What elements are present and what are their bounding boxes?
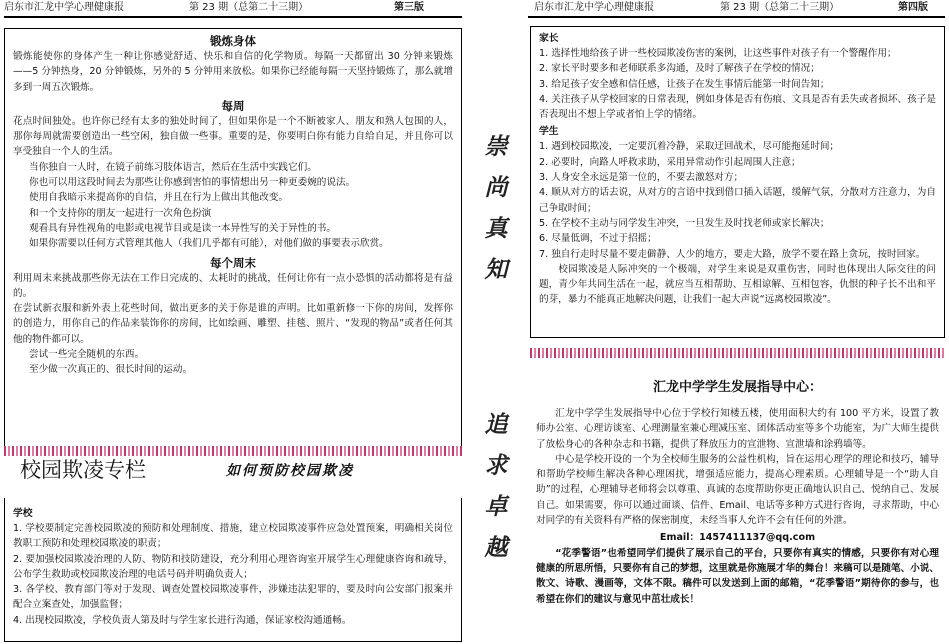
list-item: 4. 出现校园欺凌，学校负责人第及时与学生家长进行沟通，保证家校沟通通畅。: [13, 614, 352, 626]
slogan-char: 知: [484, 256, 508, 283]
issue-number: 第 23 期（总第二十三期）: [189, 2, 309, 13]
header-right: [528, 0, 945, 17]
header-rule-right: [528, 16, 945, 18]
school-box: [4, 498, 462, 642]
list-item: 3. 给足孩子安全感和信任感，让孩子在发生事情后能第一时间告知；: [539, 78, 830, 90]
list-item: 4. 顺从对方的话去说，从对方的言语中找到借口插入话题，缓解气氛，分散对方注意力，为自己争取时间；: [539, 187, 936, 214]
list-item: 3. 人身安全永远是第一位的，不要去激怒对方；: [539, 172, 744, 184]
center-title: 汇龙中学学生发展指导中心：: [652, 380, 822, 395]
list-item: 1. 学校要制定完善校园欺凌的预防和处理制度、措施，建立校园欺凌事件应急处置预案，明确相关岗位教职工预防和处理校园欺凌的职责；: [13, 523, 453, 550]
list-item: 7. 独自行走时尽量不要走僻静、人少的地方，要走大路，放学不要在路上贪玩，按时回家。: [539, 248, 926, 260]
edition-label: 第四版: [898, 2, 928, 13]
edition-label: 第三版: [394, 2, 424, 13]
paragraph: 在尝试新衣服和新外表上花些时间，做出更多的关于你是谁的声明。比如重新修一下你的房间，发挥你的创造力，用你自己的作品来装饰你的房间，比如绘画、雕塑、挂毯、照片、“发现的物品”或者任何其他的物件都可以。: [13, 303, 453, 345]
email-text: Email：1457411137@qq.com: [659, 532, 816, 544]
subsection-title: 学校: [13, 508, 33, 519]
header-left: [4, 0, 462, 17]
slogan-char: 真: [484, 215, 508, 242]
paragraph: 校园欺凌是人际冲突的一个极端，对学生来说是双重伤害，同时也体现出人际交往的问题，青少年共同生活在一起，就应当互相帮助、互相谅解、互相包容，仇恨的种子长不出和平的芽，暴力不能真正地解决问题，让我们一起大声说“远离校园欺凌”。: [539, 263, 936, 306]
section-title: 每周: [221, 98, 245, 113]
list-item: 尝试一些完全随机的东西。: [29, 349, 145, 361]
paper-name: 启东市汇龙中学心理健康报: [4, 2, 124, 13]
list-item: 如果你需要以任何方式管理其他人（我们几乎都有可能），对他们做的事要表示欣赏。: [29, 238, 389, 250]
list-item: 3. 各学校、教育部门等对于发现、调查处置校园欺凌事件，涉嫌违法犯罪的，要及时向公安部门报案并配合立案查处，加强监督；: [13, 584, 453, 611]
prevention-box: [530, 26, 945, 338]
list-item: 和一个支持你的朋友一起进行一次角色扮演: [29, 207, 212, 219]
slogan-char: 崇: [484, 133, 508, 160]
list-item: 4. 关注孩子从学校回家的日常表现，例如身体是否有伤痕、文具是否有丢失或者损坏、孩子是否表现出不想上学或者怕上学的情绪。: [539, 93, 936, 121]
list-item: 使用自我暗示来提高你的自信，并且在行为上做出其他改变。: [29, 192, 289, 204]
slogan-char: 卓: [484, 493, 508, 520]
list-item: 2. 必要时，向路人呼救求助，采用异常动作引起周围人注意；: [539, 156, 801, 168]
slogan-char: 越: [484, 534, 508, 561]
slogan-char: 追: [484, 411, 508, 438]
header-rule-left: [4, 16, 462, 18]
slogan-bottom: [472, 404, 520, 568]
paragraph: 汇龙中学学生发展指导中心位于学校行知楼五楼，使用面积大约有 100 平方米，设置了教师办公室、心理访谈室、心理测量室兼心理减压室、团体活动室等多个功能室，为广大师生提供了放松身心的各种杂志和书籍，提供了释放压力的宣泄物、宣泄墙和涂鸦墙等。: [536, 408, 939, 450]
slogan-char: 尚: [484, 174, 508, 201]
paragraph: 花点时间独处。也许你已经有太多的独处时间了，但如果你是一个不断被家人、朋友和熟人包围的人，那你每周就需要创造出一些空闲，独自做一些事。重要的是，你要明白你有能力自给自足，并且你可以享受独自一个人的生活。: [13, 115, 453, 158]
slogan-top: [472, 126, 520, 290]
list-item: 至少做一次真正的、很长时间的运动。: [29, 364, 193, 376]
list-item: 观看具有异性视角的电影或电视节目或是读一本异性写的关于异性的书。: [29, 222, 336, 234]
list-item: 2. 要加强校园欺凌治理的人防、物防和技防建设，充分利用心理咨询室开展学生心理健康咨询和疏导，公布学生救助或校园欺凌治理的电话号码并明确负责人；: [13, 553, 453, 580]
section-title: 每个周末: [210, 255, 256, 270]
paper-name: 启东市汇龙中学心理健康报: [534, 2, 654, 13]
list-item: 2. 家长平时要多和老师联系多沟通，及时了解孩子在学校的情况；: [539, 63, 820, 75]
banner-subtitle: 如何预防校园欺凌: [226, 463, 354, 479]
bullying-banner: [4, 446, 462, 496]
center-section: [530, 378, 945, 642]
list-item: 1. 遇到校园欺凌，一定要沉着冷静，采取迂回战术，尽可能拖延时间；: [539, 141, 840, 153]
issue-number: 第 23 期（总第二十三期）: [720, 2, 840, 13]
list-item: 当你独自一人时，在镜子前练习肢体语言，然后在生活中实践它们。: [29, 161, 317, 173]
paragraph: 中心是学校开设的一个为全校师生服务的公益性机构，旨在运用心理学的理论和技巧，辅导和帮助学校师生解决各种心理困扰，增强适应能力，提高心理素质。心理辅导是一个“助人自助”的过程，心理辅导老师将会以尊重、真诚的态度帮助你更正确地认识自己、悦纳自己、发展自己。如果需要，你可以通过面谈、信件、Email、电话等多种方式进行咨询，寻求帮助，中心对同学的有关资料有严格的保密制度，未经当事人允许不会有任何的外泄。: [536, 453, 939, 527]
subsection-title: 家长: [539, 33, 559, 44]
list-item: 5. 在学校不主动与同学发生冲突，一旦发生及时找老师或家长解决；: [539, 217, 830, 229]
banner-title: 校园欺凌专栏: [20, 458, 146, 482]
subsection-title: 学生: [539, 126, 559, 138]
tips-box: [4, 28, 462, 448]
list-item: 6. 尽量低调，不过于招摇；: [539, 233, 657, 245]
paragraph: “花季警语”也希望同学们提供了展示自己的平台，只要你有真实的情感，只要你有对心理健康的所思所悟，只要你有自己的梦想，这里就是你施展才华的舞台！来稿可以是随笔、小说、散文、诗歌、漫画等，文体不限。稿件可以发送到上面的邮箱，“花季警语”期待你的参与，也希望在你们的建议与意见中茁壮成长！: [536, 547, 939, 605]
list-item: 你也可以用这段时间去为那些让你感到害怕的事情想出另一种更委婉的说法。: [29, 177, 356, 189]
decorative-border: [530, 348, 945, 358]
slogan-char: 求: [484, 452, 508, 479]
paragraph: 利用周末来挑战那些你无法在工作日完成的、太耗时的挑战，任何让你有一点小恐惧的活动都将是有益的。: [13, 272, 453, 299]
paragraph: 锻炼能使你的身体产生一种让你感觉舒适、快乐和自信的化学物质。每隔一天都留出 30 分钟来锻炼——5 分钟热身，20 分钟锻炼，另外的 5 分钟用来放松。如果你已经能每隔一天坚持锻炼了，那么就增多到一周五次锻炼。: [13, 51, 453, 93]
section-title: 锻炼身体: [210, 34, 256, 48]
list-item: 1. 选择性地给孩子讲一些校园欺凌伤害的案例，让这些事件对孩子有一个警醒作用；: [539, 48, 897, 59]
